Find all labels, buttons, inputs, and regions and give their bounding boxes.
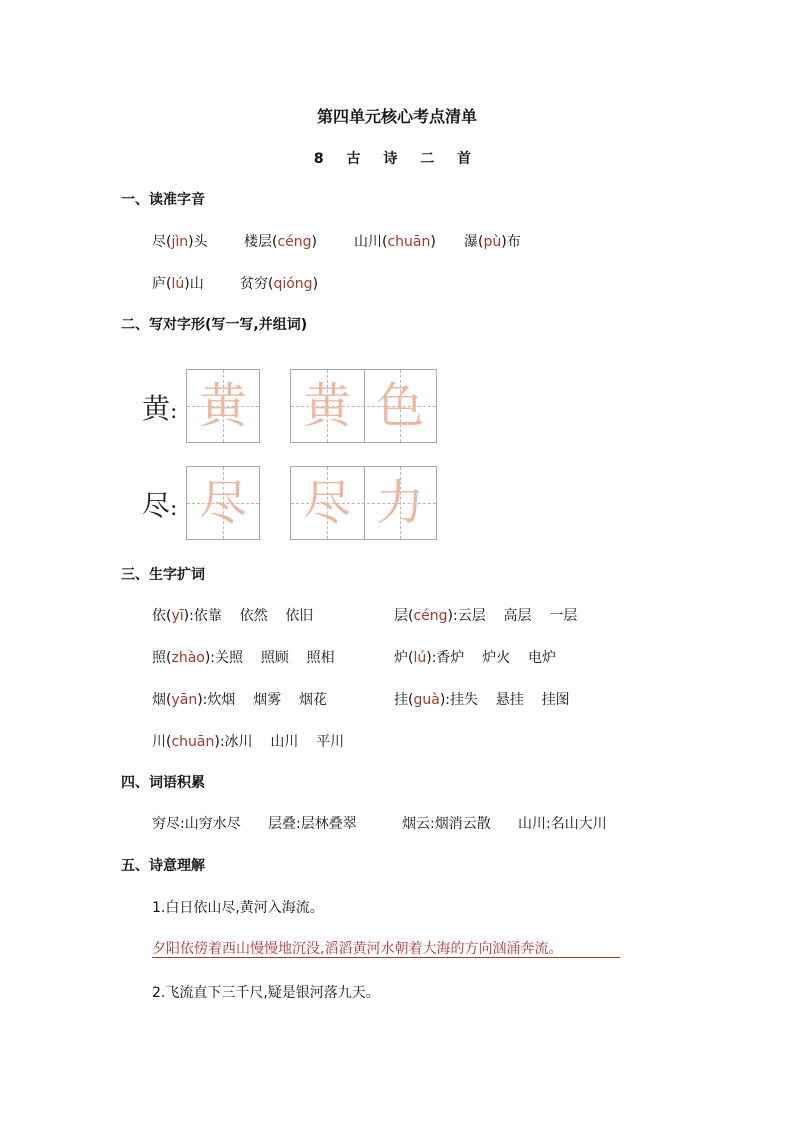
vocab-item: 山川:名山大川 bbox=[518, 816, 607, 832]
poem-line: 1.白日依山尽,黄河入海流。 bbox=[152, 900, 324, 916]
tracing-box bbox=[186, 466, 260, 540]
poem-explanation: 夕阳依傍着西山慢慢地沉没,滔滔黄河水朝着大海的方向汹涌奔流。 bbox=[152, 941, 563, 957]
expand-item: 照(zhào):关照 照顾 照相 bbox=[152, 650, 335, 666]
lesson-title: 8 古 诗 二 首 bbox=[313, 151, 481, 167]
section-heading-pronunciation: 一、读准字音 bbox=[121, 192, 205, 208]
expand-item: 层(céng):云层 高层 一层 bbox=[394, 608, 578, 624]
pinyin-item: 尽(jìn)头 bbox=[152, 234, 208, 250]
tracing-box bbox=[186, 369, 260, 443]
word-character: 黄 bbox=[302, 378, 351, 434]
word-character: 色 bbox=[375, 378, 424, 434]
vocab-item: 烟云:烟消云散 bbox=[402, 816, 491, 832]
word-box bbox=[290, 466, 437, 540]
word-box bbox=[290, 369, 437, 443]
word-character: 力 bbox=[375, 475, 424, 531]
pinyin-item: 庐(lú)山 bbox=[152, 276, 204, 292]
section-heading-word-expansion: 三、生字扩词 bbox=[121, 567, 205, 583]
word-character: 尽 bbox=[302, 475, 351, 531]
section-heading-vocabulary: 四、词语积累 bbox=[121, 775, 205, 791]
trace-character: 尽 bbox=[198, 475, 247, 531]
pinyin-item: 楼层(céng) bbox=[244, 234, 318, 250]
trace-character: 黄 bbox=[198, 378, 247, 434]
expand-item: 川(chuān):冰川 山川 平川 bbox=[152, 734, 345, 750]
expand-item: 挂(guà):挂失 悬挂 挂图 bbox=[394, 692, 570, 708]
vocab-item: 穷尽:山穷水尽 bbox=[152, 816, 241, 832]
explanation-underline bbox=[152, 957, 620, 958]
expand-item: 烟(yān):炊烟 烟雾 烟花 bbox=[152, 692, 327, 708]
page-title: 第四单元核心考点清单 bbox=[316, 107, 477, 126]
pinyin-item: 贫穷(qióng) bbox=[240, 276, 319, 292]
target-character: 尽: bbox=[142, 489, 178, 522]
expand-item: 炉(lú):香炉 炉火 电炉 bbox=[394, 650, 557, 666]
section-heading-poem-meaning: 五、诗意理解 bbox=[121, 858, 205, 874]
expand-item: 依(yī):依靠 依然 依旧 bbox=[152, 608, 314, 624]
section-heading-writing: 二、写对字形(写一写,并组词) bbox=[121, 317, 308, 333]
poem-line: 2.飞流直下三千尺,疑是银河落九天。 bbox=[152, 985, 380, 1001]
vocab-item: 层叠:层林叠翠 bbox=[268, 816, 357, 832]
pinyin-item: 瀑(pù)布 bbox=[464, 234, 521, 250]
pinyin-item: 山川(chuān) bbox=[354, 234, 436, 250]
target-character: 黄: bbox=[142, 392, 178, 425]
